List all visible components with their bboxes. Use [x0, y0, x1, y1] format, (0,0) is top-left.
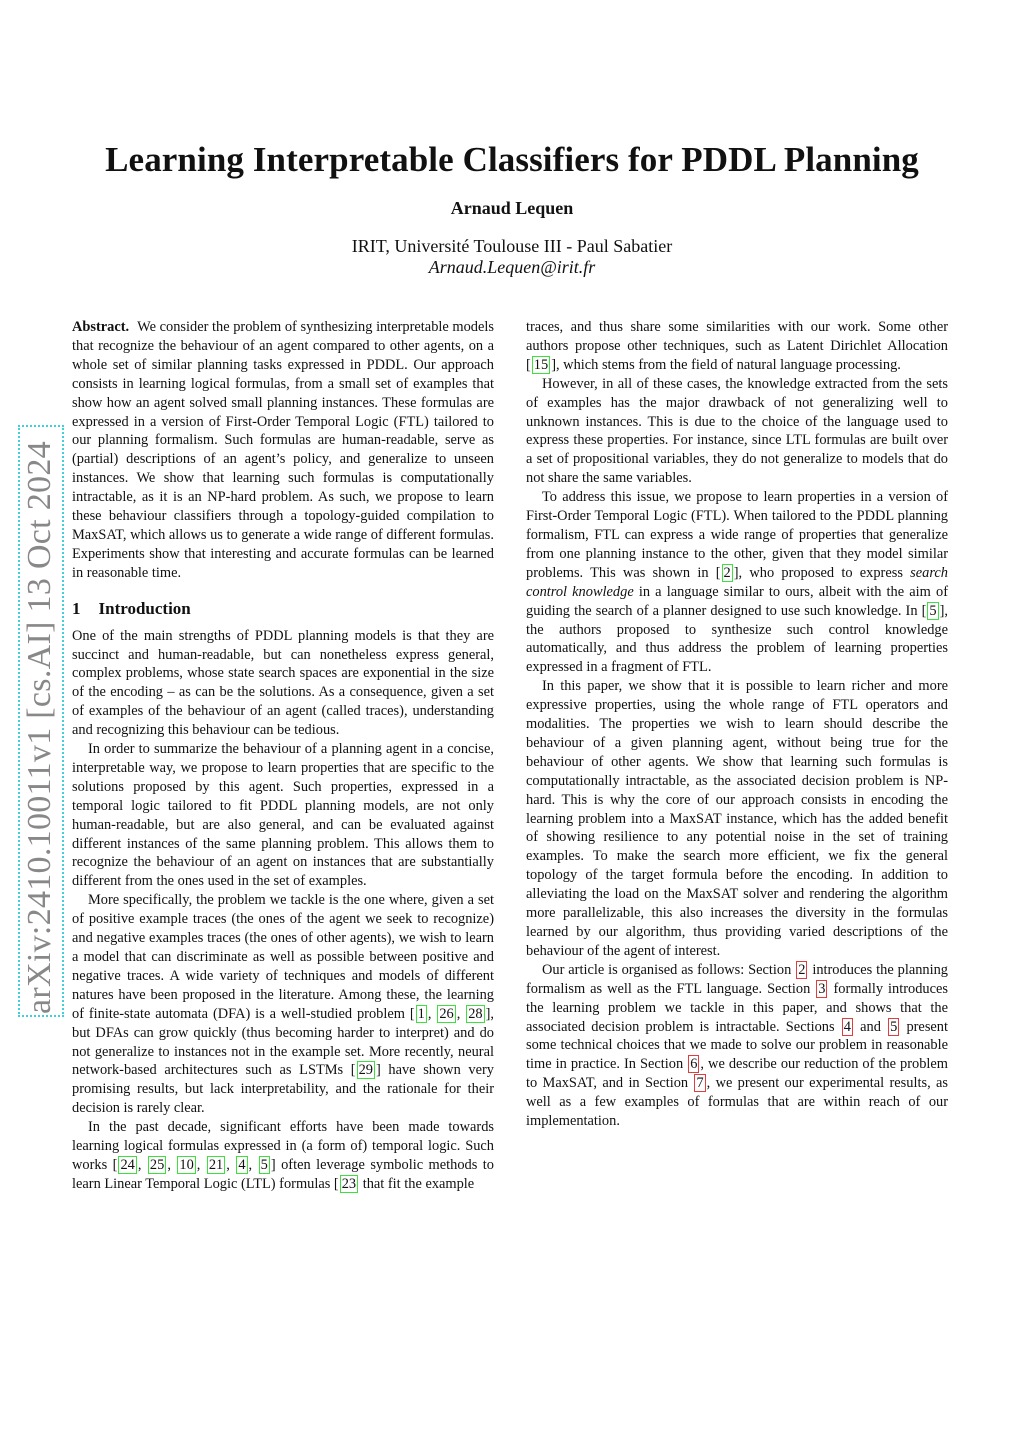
citation-link[interactable]: 4	[238, 1156, 246, 1173]
section-title: Introduction	[98, 598, 191, 618]
citation-link[interactable]: 10	[179, 1156, 194, 1173]
intro-paragraph-1: One of the main strengths of PDDL planning models is that they are succinct and human-readable, but can nonetheless express general, complex problems, whose state search spaces are exponential in the size of the encoding – as can be the solutions. As a consequence, given a set of examples of the behaviour of an agent (called traces), understanding and recognizing this behaviour can be tedious.	[72, 627, 494, 739]
citation-link[interactable]: 15	[533, 356, 549, 373]
citation-link[interactable]: 29	[358, 1062, 373, 1079]
section-number: 1	[72, 598, 81, 618]
arxiv-identifier[interactable]: arXiv:2410.10011v1 [cs.AI] 13 Oct 2024	[21, 441, 58, 1014]
abstract-label: Abstract.	[72, 319, 130, 335]
citation-link[interactable]: 28	[468, 1005, 483, 1022]
citation-link[interactable]: 2	[723, 564, 731, 581]
abstract	[72, 318, 494, 583]
citation-link[interactable]: 1	[417, 1005, 425, 1022]
intro-paragraph-2: In order to summarize the behaviour of a planning agent in a concise, interpretable way, we propose to learn properties that are specific to the solutions proposed by this agent. Such properties, expressed in a temporal logic tailored to fit PDDL planning models, are not only human-readable, but are also general, and can be evaluated against different instances of the same planning problem. This allows them to recognize the behaviour of an agent on instances that are substantially different from the ones used in the set of examples.	[72, 741, 494, 890]
citation-link[interactable]: 24	[120, 1156, 135, 1173]
citation-link[interactable]: 23	[341, 1175, 357, 1192]
citation-link[interactable]: 21	[208, 1156, 224, 1173]
intro-paragraph-4-continues: that fit the example	[359, 1175, 475, 1192]
citation-link[interactable]: 5	[260, 1156, 268, 1173]
section-reference-link[interactable]: 6	[690, 1056, 698, 1073]
paper-title: Learning Interpretable Classifiers for PDDL Planning	[105, 140, 919, 179]
citation-link[interactable]: 25	[149, 1156, 165, 1173]
citation-link[interactable]: 5	[929, 602, 937, 619]
section-reference-link[interactable]: 3	[818, 980, 826, 997]
intro-paragraph-6: To address this issue, we propose to learn properties in a version of First-Order Temporal Logic (FTL). When tailored to the PDDL planning formalism, FTL can express a wide range of properties that generalize from one planning instance to the other, given that they model similar problems. This was shown in [ 2 ], who proposed to express search control knowledge in a language similar to ours, albeit with the aim of guiding the search of a planner designed to use such knowledge. In [ 5 ], the authors proposed to synthesize such control knowledge automatically, and thus address the problem of learning properties expressed in a fragment of FTL.	[526, 489, 948, 676]
section-reference-link[interactable]: 4	[843, 1018, 851, 1035]
section-heading-introduction	[72, 600, 494, 619]
author-name: Arnaud Lequen	[450, 198, 574, 218]
citation-link[interactable]: 26	[439, 1005, 454, 1022]
right-column	[526, 318, 948, 1131]
abstract-text: We consider the problem of synthesizing interpretable models that recognize the behaviour of an agent compared to other agents, on a whole set of similar planning tasks expressed in PDDL. Our approach consists in learning logical formulas, from a small set of examples that show how an agent solved small planning instances. These formulas are expressed in a version of First-Order Temporal Logic (FTL) tailored to our planning formalism. Such formulas are human-readable, serve as (partial) descriptions of an agent’s policy, and generalize to unseen instances. We show that learning such formulas is computationally intractable, as it is an NP-hard problem. As such, we propose to learn these behaviour classifiers through a topology-guided compilation to MaxSAT, which allows us to generate a wide range of different formulas. Experiments show that interesting and accurate formulas can be learned in reasonable time.	[72, 319, 494, 581]
intro-paragraph-8: Our article is organised as follows: Section 2 introduces the planning formalism as well as the FTL language. Section 3 formally introduces the learning problem we tackle in this paper, and shows that the associated decision problem is intractable. Sections 4 and 5 present some technical choices that we made to solve our problem in reasonable time in practice. In Section 6 , we describe our reduction of the problem to MaxSAT, and in Section 7 , we present our experimental results, as well as a few examples of formulas that are within reach of our implementation.	[526, 961, 949, 1130]
continued-text: traces, and thus share some similarities with our work. Some other authors propose other techniques, such as Latent Dirichlet Allocation [	[526, 319, 948, 373]
author-email[interactable]: Arnaud.Lequen@irit.fr	[428, 257, 596, 277]
intro-paragraph-7: In this paper, we show that it is possible to learn richer and more expressive properties, using the whole range of FTL operators and modalities. The properties we wish to learn should describe the behaviour of a given planning agent, without being true for the behaviour of other agents. We show that learning such formulas is computationally intractable, as the associated decision problem is NP-hard. This is why the core of our approach consists in encoding the learning problem into a MaxSAT instance, which has the added benefit of showing resilience to any potential noise in the set of training examples. To make the search more efficient, we fix the general topology of the target formula before the encoding. In addition to alleviating the load on the MaxSAT solver and rendering the algorithm more parallelizable, this also increases the diversity in the formulas learned by our algorithm, thus providing varied descriptions of the behaviour of the agent of interest.	[526, 678, 948, 959]
section-reference-link[interactable]: 2	[798, 961, 806, 978]
left-column	[72, 318, 494, 1194]
section-reference-link[interactable]: 5	[890, 1018, 898, 1035]
intro-paragraph-5: However, in all of these cases, the knowledge extracted from the sets of examples has the major drawback of not generalizing well to unknown instances. This is due to the choice of the language used to express these properties. For instance, since LTL formulas are built over a set of propositional variables, they do not generalize to models that do not share the same variables.	[526, 375, 948, 487]
author-affiliation: IRIT, Université Toulouse III - Paul Sabatier	[351, 236, 673, 256]
section-reference-link[interactable]: 7	[696, 1075, 704, 1092]
intro-paragraph-3: More specifically, the problem we tackle is the one where, given a set of positive example traces (the ones of the agent we seek to recognize) and negative examples traces (the ones of other agents), we wish to learn a model that can discriminate as well as possible between positive and negative traces. A wide variety of techniques and models of different natures have been proposed in the literature. Among these, the learning of finite-state automata (DFA) is a well-studied problem [ 1 , 26 , 28 ], but DFAs can grow quickly (thus becoming harder to interpret) and do not generalize to instances not in the example set. More recently, neural network-based architectures such as LSTMs [ 29 ] have shown very promising results, but lack interpretability, and the rationale for their decision is rarely clear.	[72, 892, 494, 1117]
intro-paragraph-4: In the past decade, significant efforts have been made towards learning logical formulas expressed in (a form of) temporal logic. Such works [ 24 , 25 , 10 , 21 , 4 , 5 ] often leverage symbolic methods to learn Linear Temporal Logic (LTL) formulas [ 23 that fit the example	[72, 1119, 494, 1192]
intro-paragraph-4-continuation: traces, and thus share some similarities with our work. Some other authors propose other techniques, such as Latent Dirichlet Allocation [ 15 ], which stems from the field of natural language processing.	[526, 319, 948, 373]
